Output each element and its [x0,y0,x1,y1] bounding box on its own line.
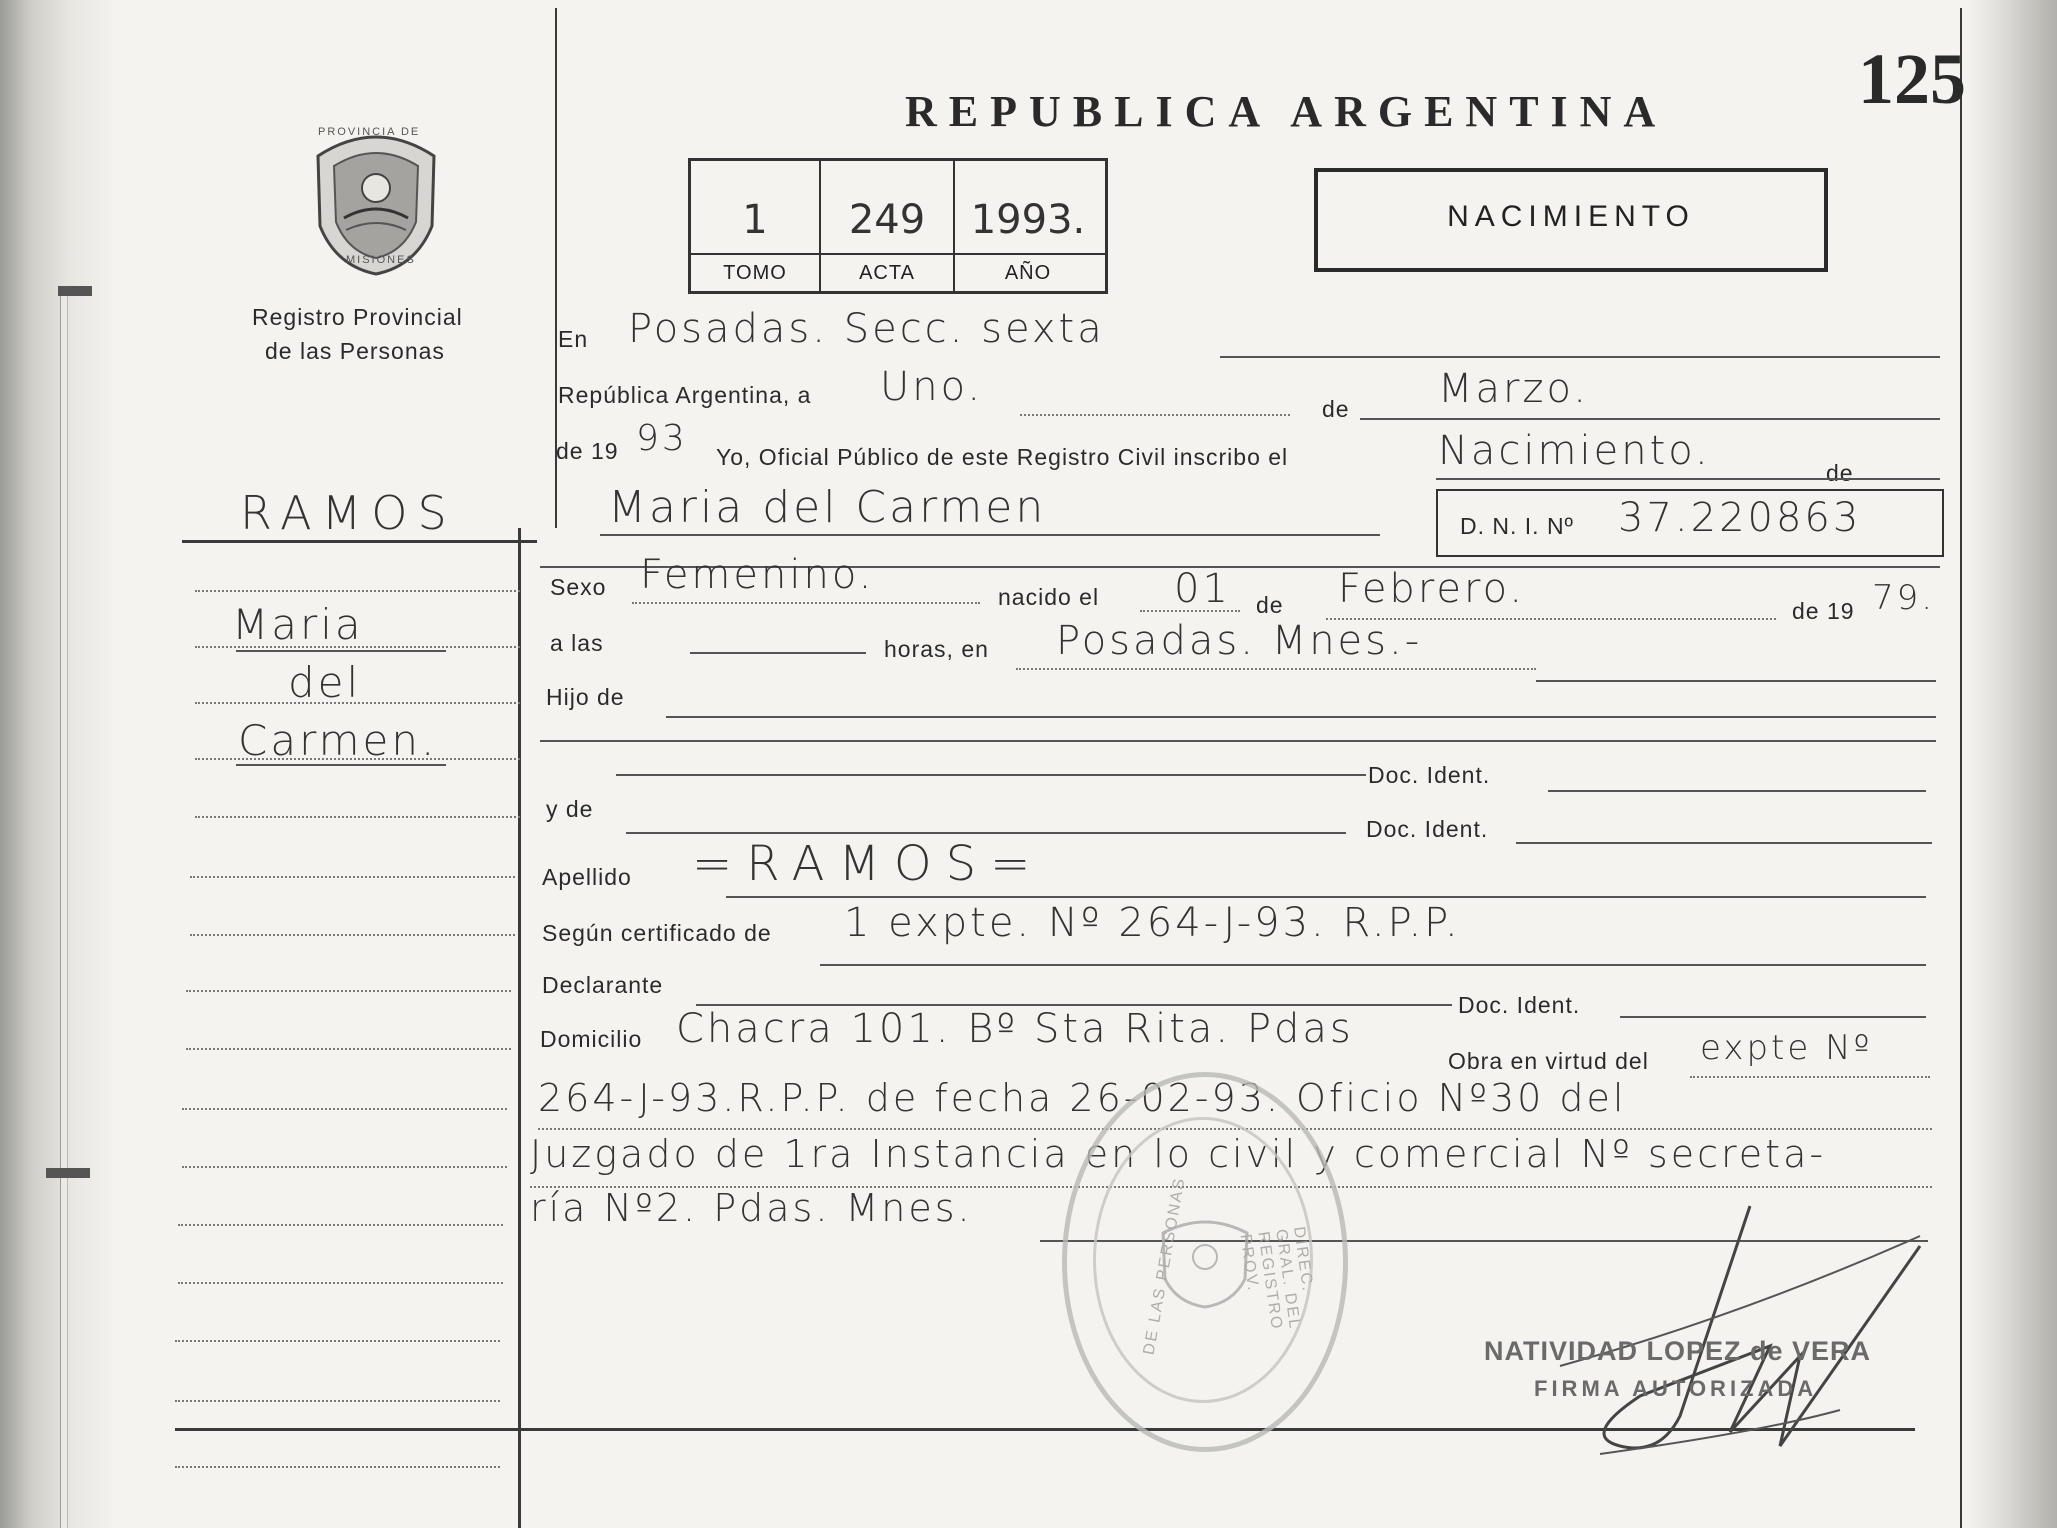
form-line [1536,680,1936,682]
birth-place-value: Posadas. Mnes.- [1056,618,1423,664]
acta-label: ACTA [859,262,915,284]
form-line [1690,1076,1930,1078]
margin-line [178,1224,503,1226]
seal-top-text: PROVINCIA DE [318,126,421,138]
form-line [690,652,866,654]
handwritten-signature-icon [1540,1196,1940,1466]
margin-line [178,1282,503,1284]
form-line [1016,668,1536,670]
tomo-label: TOMO [723,262,787,284]
form-line [1020,414,1290,416]
form-line [616,774,1366,776]
hijo-label: Hijo de [546,684,625,710]
address-value: Chacra 101. Bº Sta Rita. Pdas [676,1006,1354,1052]
record-type: NACIMIENTO [1447,200,1695,233]
de-label-2: de [1826,460,1854,486]
form-line [1436,478,1940,480]
margin-line [195,702,520,704]
domicilio-label: Domicilio [540,1026,643,1052]
nacido-label: nacido el [998,584,1100,610]
form-line [726,896,1926,898]
page-number: 125 [1858,39,1966,119]
tomo-cell [691,161,821,291]
margin-line [195,646,520,648]
official-stamp [1062,1072,1348,1452]
page-edge [1967,0,2057,1528]
frame-line [1960,8,1962,1528]
acta-value: 249 [848,197,926,243]
record-type-box [1314,168,1828,272]
margin-surname: RAMOS [240,486,457,540]
yde-label: y de [546,796,594,822]
sex-value: Femenino. [640,552,875,598]
margin-line [182,1166,507,1168]
form-line [632,602,980,604]
birth-month-value: Febrero. [1338,566,1526,612]
form-line [1360,418,1940,420]
margin-given-name-1: Maria [232,600,364,649]
form-line [666,716,1936,718]
dni-label: D. N. I. Nº [1460,513,1574,539]
free-text-line-2: Juzgado de 1ra Instancia en lo civil y comercial Nº secreta- [530,1132,1827,1176]
margin-line [175,1400,500,1402]
form-line [820,964,1926,966]
en-value: Posadas. Secc. sexta [628,306,1105,352]
month-value: Marzo. [1438,366,1589,412]
anio-value: 1993. [970,197,1086,243]
margin-line [195,816,520,818]
margin-underline [236,764,446,766]
act-value: Nacimiento. [1438,428,1711,474]
day-value: Uno. [880,364,984,410]
binding-thread [60,290,68,1528]
de-label: de [1322,396,1350,422]
segun-label: Según certificado de [542,920,772,946]
apellido-label: Apellido [542,864,632,890]
de19-label: de 19 [556,438,619,464]
margin-line [190,876,515,878]
form-line [1620,1016,1926,1018]
signer-name: NATIVIDAD LOPEZ de VERA [1484,1336,1872,1366]
en-label: En [558,326,589,352]
form-line [540,740,1936,742]
form-line [1220,356,1940,358]
year-value: 93 [636,418,688,459]
seal-bottom-text: MISIONES [346,254,416,266]
doc-ident-label-2: Doc. Ident. [1366,816,1489,842]
anio-cell [955,161,1101,291]
registry-name-line1: Registro Provincial [252,304,463,330]
oficial-label: Yo, Oficial Público de este Registro Civil inscribo el [716,444,1289,470]
frame-line [518,528,521,1528]
document-title: REPUBLICA ARGENTINA [905,87,1668,136]
margin-line [175,1340,500,1342]
margin-line [175,1466,500,1468]
free-text-line-1: 264-J-93.R.P.P. de fecha 26-02-93. Oficio Nº30 del [538,1076,1627,1120]
acta-cell [821,161,955,291]
de-label-3: de [1256,592,1284,618]
stamp-text-left: DE LAS PERSONAS [1140,1175,1189,1357]
obra-value: expte Nº [1700,1028,1873,1068]
form-line [600,534,1380,536]
anio-label: AÑO [1004,262,1052,284]
free-text-line-3: ría Nº2. Pdas. Mnes. [530,1186,973,1230]
book-gutter [0,0,112,1528]
registry-name-line2: de las Personas [265,338,445,364]
margin-given-name-3: Carmen. [238,716,438,765]
margin-line [186,1048,511,1050]
form-line [1548,790,1926,792]
de19-label-2: de 19 [1792,598,1855,624]
obra-label: Obra en virtud del [1448,1048,1649,1074]
form-line [626,832,1346,834]
declarante-label: Declarante [542,972,664,998]
signer-role: FIRMA AUTORIZADA [1534,1376,1818,1401]
form-line [1516,842,1932,844]
margin-line [195,590,520,592]
form-line [1140,610,1240,612]
birth-year-value: 79. [1872,578,1936,618]
margin-line [186,990,511,992]
given-name-value: Maria del Carmen [608,482,1047,533]
surname-value: =RAMOS= [692,836,1045,892]
alas-label: a las [550,630,604,656]
margin-given-name-2: del [288,658,362,707]
margin-line [190,934,515,936]
margin-line [195,758,520,760]
horas-label: horas, en [884,636,989,662]
dni-box [1436,489,1944,557]
binding-stitch [46,1168,90,1178]
margin-underline [236,650,446,652]
birth-day-value: 01 [1174,566,1231,612]
tomo-value: 1 [742,197,768,243]
binding-stitch [58,286,92,296]
margin-underline [182,540,537,543]
margin-line [182,1108,507,1110]
stamp-text-right: DIREC. GRAL. DEL REGISTRO PROV. [1236,1225,1317,1332]
tomo-acta-table [688,158,1108,294]
doc-ident-label-3: Doc. Ident. [1458,992,1581,1018]
sexo-label: Sexo [550,574,607,600]
dni-value: 37.220863 [1618,495,1862,541]
certificate-value: 1 expte. Nº 264-J-93. R.P.P. [844,900,1461,946]
republica-label: República Argentina, a [558,382,812,408]
doc-ident-label: Doc. Ident. [1368,762,1491,788]
